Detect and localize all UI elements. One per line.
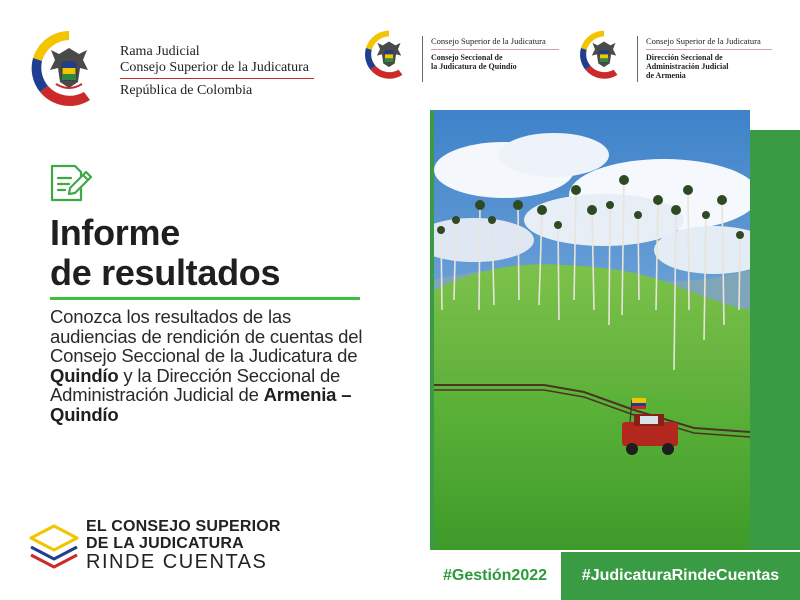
- rinde-cuentas-logo-text: [86, 518, 281, 572]
- org1-line1: Consejo Superior de la Judicatura: [431, 36, 546, 46]
- report-title-line2: de resultados: [50, 252, 281, 293]
- org2-line4: de Armenia: [646, 71, 686, 80]
- rc-line1: EL CONSEJO SUPERIOR: [86, 518, 281, 535]
- main-org-line1: Rama Judicial: [120, 44, 200, 59]
- report-title-line1: Informe: [50, 212, 180, 253]
- rc-line3: RINDE CUENTAS: [86, 551, 268, 573]
- title-underline: [50, 297, 360, 300]
- desc-part1: Conozca los resultados de las audiencias de rendición de cuentas del Consejo Seccional de la Judicatura de: [50, 306, 363, 366]
- hashtag-judicatura: #JudicaturaRindeCuentas: [561, 552, 800, 600]
- rama-judicial-seal: [30, 30, 108, 108]
- rinde-cuentas-logo-mark: [27, 520, 81, 572]
- document-edit-icon: [49, 164, 95, 202]
- org2-divider: [637, 36, 638, 82]
- org1-line3: la Judicatura de Quindío: [431, 62, 517, 71]
- green-side-panel: [749, 130, 800, 550]
- main-org-divider: [120, 78, 314, 79]
- consejo-seccional-seal: [364, 30, 414, 80]
- hashtag-gestion: #Gestión2022: [442, 567, 548, 584]
- consejo-seccional-org: [422, 36, 572, 71]
- org1-rule: [431, 49, 559, 50]
- org2-line2: Dirección Seccional de: [646, 53, 723, 62]
- report-description: [50, 307, 370, 424]
- main-org-line3: República de Colombia: [120, 83, 253, 98]
- org2-line1: Consejo Superior de la Judicatura: [646, 36, 761, 46]
- main-org-name: [120, 44, 314, 99]
- main-org-line2: Consejo Superior de la Judicatura: [120, 60, 309, 75]
- rc-line2: DE LA JUDICATURA: [86, 535, 244, 552]
- org2-line3: Administración Judicial: [646, 62, 729, 71]
- desc-bold-armenia: Armenia – Quindío: [50, 384, 352, 425]
- desc-bold-quindio: Quindío: [50, 364, 119, 386]
- org1-divider: [422, 36, 423, 82]
- direccion-seccional-org: [637, 36, 777, 80]
- desc-part2: y la Dirección Seccional de Administración Judicial de: [50, 364, 341, 405]
- org2-rule: [646, 49, 772, 50]
- org1-line2: Consejo Seccional de: [431, 53, 503, 62]
- landscape-photo: [434, 110, 750, 550]
- direccion-seccional-seal: [579, 30, 629, 80]
- report-title: [50, 213, 280, 293]
